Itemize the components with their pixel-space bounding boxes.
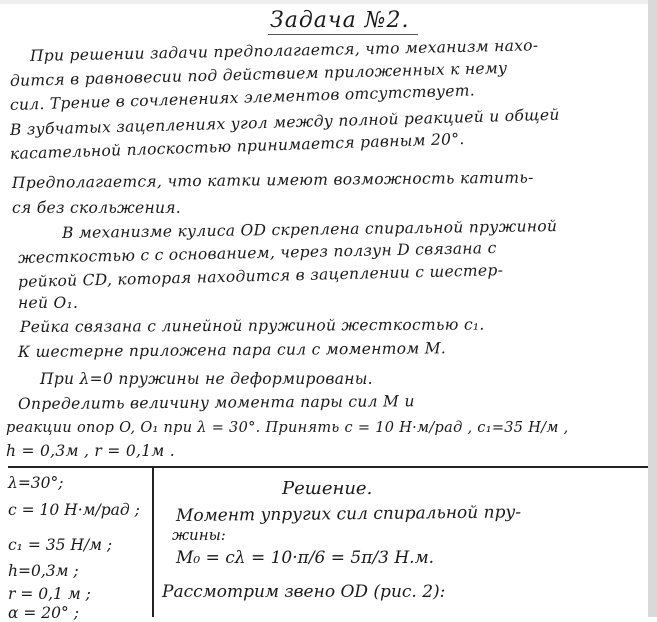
problem-line: дится в равновесии под действием приложенных к нему bbox=[9, 58, 508, 90]
section-divider bbox=[8, 466, 648, 468]
problem-line: В зубчатых зацеплениях угол между полной реакцией и общей bbox=[9, 105, 560, 139]
problem-line: рейкой CD, которая находится в зацеплении с шестер- bbox=[17, 261, 504, 291]
problem-line: ся без скольжения. bbox=[12, 199, 182, 217]
problem-line: реакции опор O, O₁ при λ = 30°. Принять c = 10 Н·м/рад , c₁=35 Н/м , bbox=[6, 420, 569, 436]
problem-line: Предполагается, что катки имеют возможность катить- bbox=[11, 168, 534, 192]
solution-heading: Решение. bbox=[282, 478, 373, 499]
scan-edge-top bbox=[0, 0, 657, 4]
scan-edge-right bbox=[648, 0, 657, 617]
given-value: h=0,3м ; bbox=[8, 562, 79, 580]
problem-line: жесткостью c с основанием, через ползун D связана с bbox=[17, 238, 497, 267]
given-value: c₁ = 35 Н/м ; bbox=[8, 536, 113, 554]
given-divider bbox=[152, 468, 154, 617]
solution-line: M₀ = cλ = 10·π/6 = 5π/3 Н.м. bbox=[176, 548, 435, 568]
given-value: c = 10 Н·м/рад ; bbox=[8, 501, 140, 519]
problem-line: h = 0,3м , r = 0,1м . bbox=[6, 442, 176, 460]
problem-title: Задача №2. bbox=[270, 8, 410, 33]
problem-line: При λ=0 пружины не деформированы. bbox=[40, 370, 373, 388]
problem-line: сил. Трение в сочленениях элементов отсутствует. bbox=[9, 81, 476, 114]
problem-line: При решении задачи предполагается, что механизм нахо- bbox=[29, 36, 539, 65]
given-value: λ=30°; bbox=[8, 474, 64, 492]
problem-line: К шестерне приложена пара сил с моментом M. bbox=[17, 339, 447, 361]
problem-line: Определить величину момента пары сил M и bbox=[17, 392, 415, 413]
problem-line: В механизме кулиса OD скреплена спиральной пружиной bbox=[61, 217, 558, 242]
problem-line: Рейка связана с линейной пружиной жесткостью c₁. bbox=[19, 315, 485, 336]
problem-line: касательной плоскостью принимается равным 20°. bbox=[9, 129, 465, 163]
solution-line: Момент упругих сил спиральной пру- bbox=[175, 502, 522, 526]
solution-line: Рассмотрим звено OD (рис. 2): bbox=[162, 582, 446, 602]
problem-line: ней O₁. bbox=[18, 294, 79, 312]
title-underline bbox=[268, 34, 418, 35]
given-value: α = 20° ; bbox=[8, 604, 79, 622]
solution-line: жины: bbox=[172, 526, 226, 544]
given-value: r = 0,1 м ; bbox=[8, 585, 91, 603]
